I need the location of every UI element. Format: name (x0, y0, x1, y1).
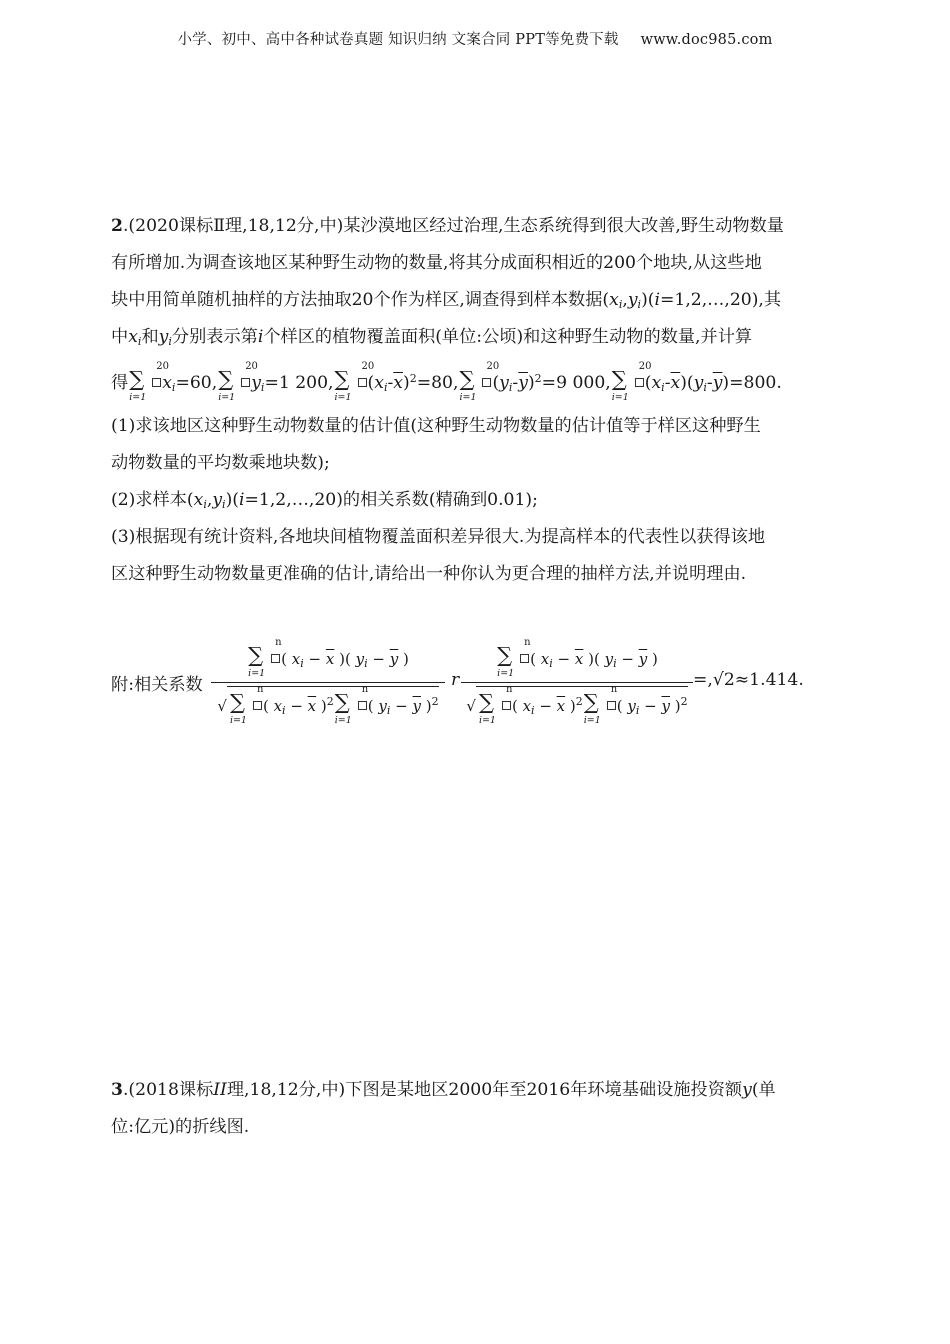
sum-sigma-5: ∑ i=1 20 (611, 360, 652, 403)
sum-value-2: =1 200, (264, 373, 334, 393)
q2-sums-line: 得 ∑ i=1 20 $x_i=60$, ∑ i=1 20 $y_i=1$ 200, ∑ i=1 20 $(x_i-\overline{x})^2=80$, ∑ i=1 20 $(y_i-\overline{y})^2=9$ 000, ∑ i=1 20 $(x_i-\overline{x})(y_i-\overline{y})=800$. (111, 360, 782, 403)
fraction-2-numerator: ∑ i=1 n ( $x_i - \overline{x}$ )( $y_i - \overline{y}$ ) (497, 637, 658, 679)
header-text: 小学、初中、高中各种试卷真题 知识归纳 文案合同 PPT等免费下载 (177, 32, 619, 48)
q2-line-3: 块中用简单随机抽样的方法抽取20个作为样区,调查得到样本数据$(x_i,y_i)(i=1,2,\dots,20)$,其 (111, 290, 782, 311)
q3-text-2: 位:亿元)的折线图. (111, 1117, 250, 1137)
fraction-1-denominator: √ ∑ i=1 n ( $x_i - \overline{x}$ )$^2$ ∑ i=1 n ( $y_i - \overline{y}$ )$^2$ (217, 684, 439, 726)
q3-text-1b: 理,18,12分,中)下图是某地区2000年至2016年环境基础设施投资额 (226, 1080, 743, 1100)
placeholder-box-icon (358, 701, 367, 710)
placeholder-box-icon (635, 378, 644, 387)
q2-text-4c: 分别表示第 (171, 327, 258, 347)
q2-part3-line-1 (111, 519, 841, 556)
q2-part2-a: (2)求样本( (111, 490, 194, 510)
q3-number: 3 (111, 1080, 123, 1100)
fraction-1-numerator: ∑ i=1 n ( $x_i - \overline{x}$ )( $y_i - \overline{y}$ ) (248, 637, 409, 679)
question-2 (111, 208, 841, 593)
q2-part3-text-2: 区这种野生动物数量更准确的估计,请给出一种你认为更合理的抽样方法,并说明理由. (111, 564, 747, 584)
placeholder-box-icon (607, 701, 616, 710)
placeholder-box-icon (253, 701, 262, 710)
sum-sigma-2: ∑ i=1 20 (218, 360, 258, 403)
sum-value-1: =60, (175, 373, 218, 393)
radical-icon: √ (217, 697, 227, 715)
placeholder-box-icon (241, 378, 250, 387)
formula-tail (693, 670, 804, 690)
fraction-2-denominator: √ ∑ i=1 n ( $x_i - \overline{x}$ )$^2$ ∑ i=1 n ( $y_i - \overline{y}$ )$^2$ (466, 684, 688, 726)
q2-line-1 (111, 208, 841, 245)
q3-var-y: y (742, 1080, 752, 1100)
q2-part2-c: =1,2,…,20)的相关系数(精确到0.01); (244, 490, 538, 510)
header-site: www.doc985.com (640, 32, 773, 48)
q3-text-1c: (单 (751, 1080, 776, 1100)
fraction-1 (211, 636, 445, 736)
q2-part1-text-1: (1)求该地区这种野生动物数量的估计值(这种野生动物数量的估计值等于样区这种野生 (111, 416, 761, 436)
formula-equals: =, (693, 670, 713, 690)
q2-part3-text-1: (3)根据现有统计资料,各地块间植物覆盖面积差异很大.为提高样本的代表性以获得该地 (111, 527, 766, 547)
placeholder-box-icon (152, 378, 161, 387)
q2-text-4b: 和 (141, 327, 159, 347)
radical-icon: √ (712, 670, 724, 690)
q3-line-2 (111, 1109, 841, 1146)
q2-line-4: 中$x_i$和$y_i$分别表示第i个样区的植物覆盖面积(单位:公顷)和这种野生动物的数量,并计算 (111, 327, 753, 348)
q2-text-4d: 个样区的植物覆盖面积(单位:公顷)和这种野生动物的数量,并计算 (263, 327, 753, 347)
placeholder-box-icon (271, 654, 280, 663)
q2-number: 2 (111, 216, 123, 236)
symbol-r: r (451, 670, 460, 690)
q2-text-3a: 块中用简单随机抽样的方法抽取20个作为样区,调查得到样本数据( (111, 290, 610, 310)
placeholder-box-icon (502, 701, 511, 710)
sqrt2-approx: 2≈1.414. (723, 670, 804, 690)
page-header (0, 28, 950, 49)
placeholder-box-icon (358, 378, 367, 387)
q3-line-1 (111, 1072, 841, 1109)
q2-part1-line-2 (111, 445, 841, 482)
sum-sigma-4: ∑ i=1 20 (459, 360, 500, 403)
q2-part1-line-1 (111, 408, 841, 445)
q2-part3-line-2 (111, 556, 841, 593)
sum-sigma-3: ∑ i=1 20 (334, 360, 375, 403)
question-3 (111, 1072, 841, 1146)
q2-line-2 (111, 245, 841, 282)
sums-lead: 得 (111, 373, 129, 393)
q2-part2-b: )( (225, 490, 239, 510)
sum-sigma-1: ∑ i=1 20 (129, 360, 169, 403)
placeholder-box-icon (482, 378, 491, 387)
q2-text-1: .(2020课标Ⅱ理,18,12分,中)某沙漠地区经过治理,生态系统得到很大改善,野生动物数量 (122, 216, 784, 236)
q2-text-3b: )( (641, 290, 655, 310)
fraction-2 (461, 636, 693, 736)
sum-value-5: =800. (729, 373, 782, 393)
correlation-formula (111, 636, 851, 746)
placeholder-box-icon (520, 654, 529, 663)
q2-text-2: 有所增加.为调查该地区某种野生动物的数量,将其分成面积相近的200个地块,从这些地 (111, 253, 762, 273)
q3-text-1a: .(2018课标 (122, 1080, 214, 1100)
sum-value-3: =80, (416, 373, 459, 393)
q2-text-3c: =1,2,…,20),其 (659, 290, 782, 310)
q2-part1-text-2: 动物数量的平均数乘地块数); (111, 453, 330, 473)
q2-text-4a: 中 (111, 327, 129, 347)
sum-value-4: =9 000, (541, 373, 611, 393)
radical-icon: √ (466, 697, 476, 715)
q2-part2-line: (2)求样本$(x_i,y_i)(i=1,2,\dots,20)$的相关系数(精确到0.01); (111, 490, 538, 511)
q3-roman: II (213, 1080, 227, 1100)
appendix-label: 附:相关系数 (111, 675, 203, 695)
